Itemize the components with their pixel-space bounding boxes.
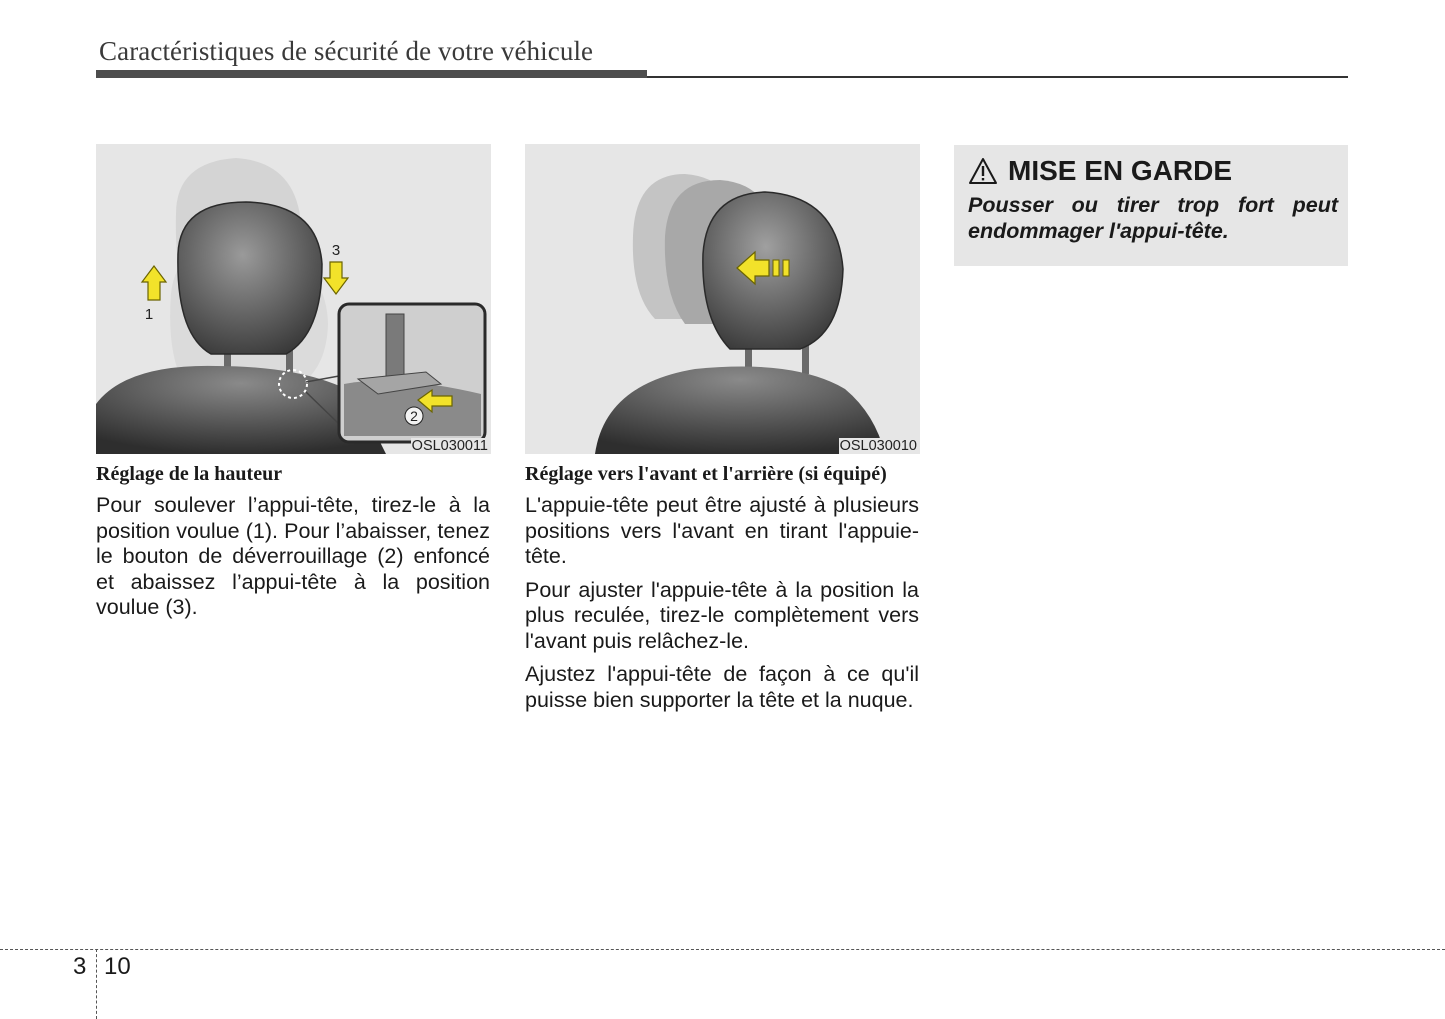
- section-heading: Réglage de la hauteur: [96, 463, 283, 485]
- warning-text: Pousser ou tirer trop fort peut endommager l'appui-tête.: [968, 193, 1338, 243]
- height-adjustment-section: [96, 462, 490, 629]
- headrest-height-illustration: [96, 144, 491, 454]
- figure-height-adjustment: [96, 144, 491, 454]
- figure-forward-adjustment: [525, 144, 920, 454]
- chapter-number: 3: [73, 953, 87, 980]
- forward-adjustment-section: [525, 462, 919, 721]
- footer-rule: [0, 949, 1445, 950]
- label-1: 1: [144, 306, 154, 323]
- headrest-main: [178, 202, 322, 354]
- warning-title: MISE EN GARDE: [1008, 155, 1233, 186]
- label-2: 2: [410, 408, 418, 424]
- headrest-forward-illustration: [525, 144, 920, 454]
- arrow-up-icon: [142, 266, 166, 300]
- paragraph: Pour ajuster l'appuie-tête à la position la plus reculée, tirez-le complètement vers l'avant puis relâchez-le.: [525, 577, 919, 653]
- page-title: Caractéristiques de sécurité de votre véhicule: [99, 36, 594, 66]
- arrow-down-icon: [324, 262, 348, 294]
- paragraph: L'appuie-tête peut être ajusté à plusieurs positions vers l'avant en tirant l'appuie-tête.: [525, 493, 919, 568]
- figure-code: OSL030011: [411, 438, 488, 454]
- label-3: 3: [331, 242, 341, 259]
- figure-code: OSL030010: [839, 438, 917, 454]
- warning-triangle-icon: [968, 157, 998, 185]
- paragraph: Ajustez l'appui-tête de façon à ce qu'il puisse bien supporter la tête et la nuque.: [525, 662, 919, 712]
- paragraph: Pour soulever l’appui-tête, tirez-le à la position voulue (1). Pour l’abaisser, tenez le bouton de déverrouillage (2) enfoncé et abaissez l’appui-tête à la position voulue (3).: [96, 493, 490, 619]
- section-heading: Réglage vers l'avant et l'arrière (si équipé): [525, 463, 887, 485]
- header-rule-thick: [96, 70, 647, 78]
- warning-box: [954, 145, 1348, 266]
- warning-heading: [968, 155, 1232, 187]
- footer-divider: [96, 949, 97, 1019]
- page-number: 10: [104, 953, 131, 980]
- header-rule-thin: [647, 76, 1348, 78]
